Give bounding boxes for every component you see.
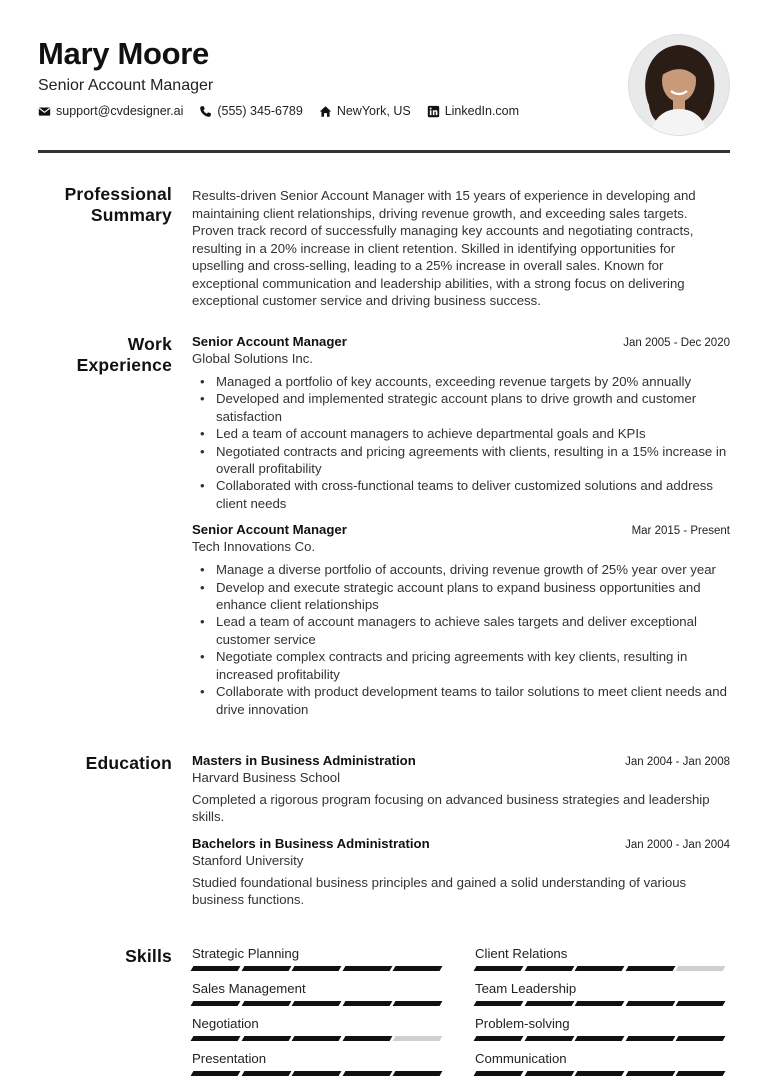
resume-header bbox=[38, 36, 730, 142]
contact-linkedin[interactable] bbox=[427, 104, 519, 118]
job-bullet: • Collaborated with cross-functional teams to deliver customized solutions and address client needs bbox=[192, 477, 730, 512]
skill-level-segment bbox=[676, 1071, 725, 1076]
skill-name: Client Relations bbox=[475, 946, 568, 961]
skill-level-segment bbox=[393, 1001, 442, 1006]
skill-level-segment bbox=[342, 1036, 391, 1041]
skill-level-segment bbox=[241, 966, 290, 971]
skill-level-segment bbox=[676, 1036, 725, 1041]
skill-item bbox=[475, 1016, 728, 1041]
skill-item bbox=[475, 1051, 728, 1076]
skill-item bbox=[192, 1051, 445, 1076]
job-bullet: • Developed and implemented strategic account plans to drive growth and customer satisfaction bbox=[192, 390, 730, 425]
skill-level-segment bbox=[676, 966, 725, 971]
skill-level-segment bbox=[575, 1036, 624, 1041]
skill-level-bar bbox=[192, 1036, 445, 1041]
skills-grid bbox=[192, 946, 730, 1076]
skill-level-segment bbox=[241, 1071, 290, 1076]
skill-level-segment bbox=[393, 1036, 442, 1041]
skill-level-bar bbox=[192, 966, 445, 971]
job-title: Senior Account Manager bbox=[192, 522, 347, 538]
contact-email-text: support@cvdesigner.ai bbox=[56, 104, 184, 118]
skill-level-bar bbox=[475, 966, 728, 971]
skill-level-bar bbox=[475, 1036, 728, 1041]
skill-level-segment bbox=[393, 1071, 442, 1076]
skill-level-segment bbox=[524, 1036, 573, 1041]
skill-level-segment bbox=[191, 966, 240, 971]
job-bullet: • Managed a portfolio of key accounts, exceeding revenue targets by 20% annually bbox=[192, 373, 730, 390]
profile-photo bbox=[628, 34, 730, 136]
skill-level-segment bbox=[625, 1036, 674, 1041]
degree-title: Bachelors in Business Administration bbox=[192, 835, 430, 851]
skill-level-segment bbox=[292, 1036, 341, 1041]
skill-level-segment bbox=[524, 1001, 573, 1006]
skills-heading: Skills bbox=[125, 946, 172, 966]
skill-level-segment bbox=[342, 1071, 391, 1076]
education-heading: Education bbox=[85, 753, 172, 773]
skill-name: Communication bbox=[475, 1051, 567, 1066]
skill-level-segment bbox=[191, 1071, 240, 1076]
degree-title: Masters in Business Administration bbox=[192, 753, 416, 768]
summary-text: Results-driven Senior Account Manager with 15 years of experience in developing and maintaining client relationships, driving revenue growth, and exceeding sales targets. Proven track record of successfully managing key accounts and negotiating contracts, resulting in a 20% increase in client retention. Skilled in identifying opportunities for upselling and cross-selling, leading to a 25% increase in overall sales. Known for exceptional communication and leadership abilities, with a strong focus on delivering exceptional customer service and driving business success. bbox=[192, 188, 696, 308]
skill-name: Problem-solving bbox=[475, 1016, 570, 1031]
skill-item bbox=[475, 946, 728, 971]
contact-location bbox=[319, 104, 411, 118]
skill-level-bar bbox=[475, 1001, 728, 1006]
skill-level-segment bbox=[625, 1071, 674, 1076]
skill-level-segment bbox=[625, 1001, 674, 1006]
skill-level-segment bbox=[292, 1071, 341, 1076]
contact-phone[interactable] bbox=[199, 104, 302, 118]
skill-item bbox=[192, 1016, 445, 1041]
skill-item bbox=[475, 981, 728, 1006]
experience-heading-line1: Work bbox=[127, 334, 172, 354]
job-dates: Jan 2005 - Dec 2020 bbox=[623, 337, 730, 349]
skill-level-segment bbox=[342, 1001, 391, 1006]
skill-name: Strategic Planning bbox=[192, 946, 300, 961]
skill-level-segment bbox=[524, 966, 573, 971]
contact-linkedin-text: LinkedIn.com bbox=[444, 104, 520, 118]
job-bullet: • Collaborate with product development teams to tailor solutions to meet client needs and drive innovation bbox=[192, 683, 730, 718]
skill-level-segment bbox=[524, 1071, 573, 1076]
education-description: Completed a rigorous program focusing on advanced business strategies and leadership skills. bbox=[192, 792, 710, 825]
skill-item bbox=[192, 981, 445, 1006]
skill-level-segment bbox=[575, 966, 624, 971]
skill-level-segment bbox=[625, 966, 674, 971]
job-dates: Mar 2015 - Present bbox=[631, 525, 730, 538]
experience-heading-line2: Experience bbox=[76, 355, 172, 375]
skill-level-segment bbox=[292, 966, 341, 971]
job-bullet: • Negotiated contracts and pricing agreements with clients, resulting in a 15% increase in overall profitability bbox=[192, 443, 730, 478]
skill-level-bar bbox=[475, 1071, 728, 1076]
summary-heading-line2: Summary bbox=[90, 205, 172, 225]
skill-level-segment bbox=[575, 1071, 624, 1076]
skill-level-segment bbox=[676, 1001, 725, 1006]
skill-level-segment bbox=[474, 1001, 523, 1006]
job-bullet: • Manage a diverse portfolio of accounts, driving revenue growth of 25% year over year bbox=[192, 561, 730, 578]
job-bullet: • Negotiate complex contracts and pricing agreements with key clients, resulting in increased profitability bbox=[192, 648, 730, 683]
job-company: Tech Innovations Co. bbox=[192, 539, 316, 555]
skill-level-segment bbox=[241, 1036, 290, 1041]
contact-email[interactable] bbox=[38, 104, 183, 118]
job-entry bbox=[192, 522, 730, 718]
job-bullet: • Led a team of account managers to achieve departmental goals and KPIs bbox=[192, 425, 730, 442]
skill-name: Sales Management bbox=[192, 981, 306, 996]
candidate-name: Mary Moore bbox=[38, 36, 209, 71]
skill-level-bar bbox=[192, 1001, 445, 1006]
skill-level-segment bbox=[474, 1036, 523, 1041]
job-bullets bbox=[192, 561, 730, 718]
contact-bar bbox=[38, 104, 535, 118]
candidate-title: Senior Account Manager bbox=[38, 77, 214, 94]
job-entry bbox=[192, 334, 730, 512]
job-bullet: • Lead a team of account managers to achieve sales targets and deliver exceptional customer service bbox=[192, 613, 730, 648]
contact-phone-text: (555) 345-6789 bbox=[217, 104, 303, 118]
skill-level-segment bbox=[575, 1001, 624, 1006]
school-name: Stanford University bbox=[192, 852, 304, 868]
experience-heading bbox=[38, 334, 172, 376]
skill-level-segment bbox=[342, 966, 391, 971]
header-divider bbox=[38, 150, 730, 153]
contact-location-text: NewYork, US bbox=[336, 104, 411, 118]
summary-heading bbox=[38, 184, 172, 226]
skill-name: Presentation bbox=[192, 1051, 267, 1066]
job-bullets bbox=[192, 373, 730, 512]
summary-heading-line1: Professional bbox=[64, 184, 172, 204]
home-icon bbox=[319, 105, 332, 118]
skill-level-segment bbox=[474, 966, 523, 971]
skill-name: Team Leadership bbox=[475, 981, 577, 996]
skill-level-segment bbox=[474, 1071, 523, 1076]
education-dates: Jan 2000 - Jan 2004 bbox=[625, 838, 730, 851]
job-company: Global Solutions Inc. bbox=[192, 351, 313, 366]
job-title: Senior Account Manager bbox=[192, 334, 347, 349]
job-bullet: • Develop and execute strategic account plans to expand business opportunities and enhance client relationships bbox=[192, 579, 730, 614]
skill-level-segment bbox=[191, 1001, 240, 1006]
skill-item bbox=[192, 946, 445, 971]
education-entry bbox=[192, 753, 730, 826]
phone-icon bbox=[199, 105, 212, 118]
education-entry bbox=[192, 836, 730, 909]
linkedin-icon bbox=[427, 105, 440, 118]
school-name: Harvard Business School bbox=[192, 770, 341, 785]
skill-level-bar bbox=[192, 1071, 445, 1076]
education-description: Studied foundational business principles and gained a solid understanding of various business functions. bbox=[192, 874, 687, 908]
envelope-icon bbox=[38, 105, 51, 118]
skill-level-segment bbox=[241, 1001, 290, 1006]
skill-level-segment bbox=[393, 966, 442, 971]
education-dates: Jan 2004 - Jan 2008 bbox=[625, 756, 730, 768]
skill-level-segment bbox=[292, 1001, 341, 1006]
skill-name: Negotiation bbox=[192, 1016, 259, 1031]
skill-level-segment bbox=[191, 1036, 240, 1041]
